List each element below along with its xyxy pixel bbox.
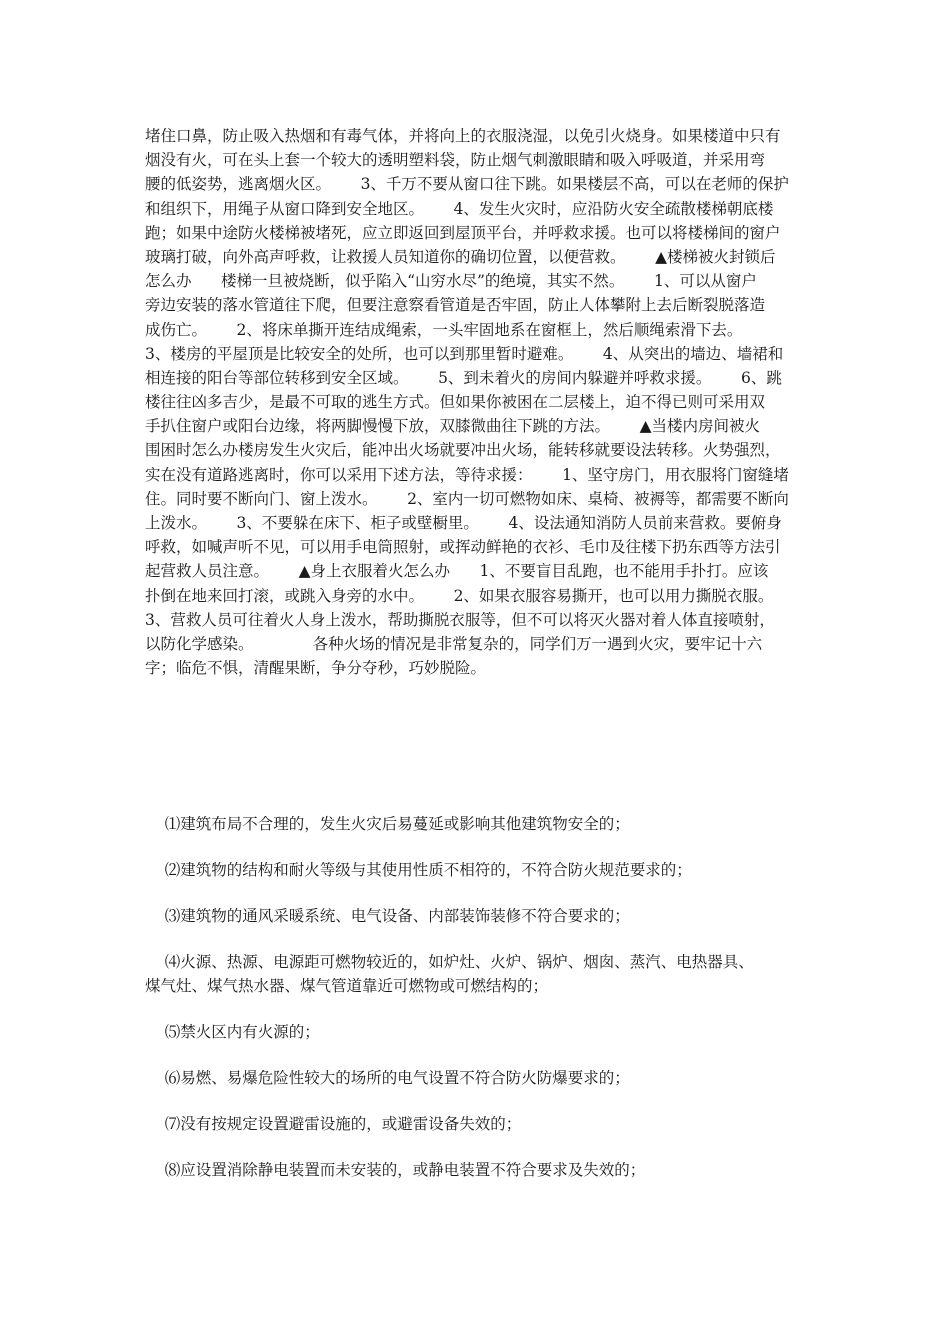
hazard-item-text: ⑹易燃、易爆危险性较大的场所的电气设置不符合防火防爆要求的；	[145, 1069, 630, 1087]
paragraph-line: 楼往往凶多吉少，是最不可取的逃生方式。但如果你被困在二层楼上，迫不得已则可采用双	[145, 393, 766, 412]
paragraph-line: 玻璃打破，向外高声呼救，让救援人员知道你的确切位置，以便营救。 ▲楼梯被火封锁后	[145, 247, 776, 266]
paragraph-line: 烟没有火，可在头上套一个较大的透明塑料袋，防止烟气刺激眼睛和吸入呼吸道，并采用弯	[145, 151, 766, 170]
hazard-list-item	[145, 1066, 810, 1090]
paragraph-line: 和组织下，用绳子从窗口降到安全地区。 4、发生火灾时，应沿防火安全疏散楼梯朝底楼	[145, 199, 774, 218]
paragraph-line: 起营救人员注意。 ▲身上衣服着火怎么办 1、不要盲目乱跑，也不能用手扑打。应该	[145, 562, 769, 581]
fire-escape-paragraph	[145, 124, 810, 680]
fire-hazard-list	[145, 812, 810, 1204]
hazard-list-item	[145, 1020, 810, 1044]
hazard-item-text: ⑷火源、热源、电源距可燃物较近的，如炉灶、火炉、锅炉、烟囱、蒸汽、电热器具、	[145, 953, 754, 971]
paragraph-line: 堵住口鼻，防止吸入热烟和有毒气体，并将向上的衣服浇湿，以免引火烧身。如果楼道中只有	[145, 127, 781, 145]
hazard-list-item	[145, 858, 810, 882]
hazard-list-item	[145, 950, 810, 998]
hazard-item-text: ⑴建筑布局不合理的，发生火灾后易蔓延或影响其他建筑物安全的；	[145, 815, 630, 833]
paragraph-line: 腰的低姿势，逃离烟火区。 3、千万不要从窗口往下跳。如果楼层不高，可以在老师的保护	[145, 175, 789, 194]
paragraph-line: 成伤亡。 2、将床单撕开连结成绳索，一头牢固地系在窗框上，然后顺绳索滑下去。	[145, 320, 743, 339]
paragraph-line: 相连接的阳台等部位转移到安全区域。 5、到未着火的房间内躲避并呼救求援。 6、跳	[145, 368, 782, 387]
hazard-list-item	[145, 1112, 810, 1136]
hazard-item-text: ⑵建筑物的结构和耐火等级与其使用性质不相符的，不符合防火规范要求的；	[145, 861, 692, 879]
paragraph-line: 扑倒在地来回打滚，或跳入身旁的水中。 2、如果衣服容易撕开，也可以用力撕脱衣服。	[145, 586, 774, 605]
hazard-list-item	[145, 904, 810, 928]
hazard-item-text: ⑶建筑物的通风采暖系统、电气设备、内部装饰装修不符合要求的；	[145, 907, 630, 925]
paragraph-line: 实在没有道路逃离时，你可以采用下述方法，等待求援： 1、坚守房门，用衣服将门窗缝堵	[145, 465, 789, 484]
paragraph-line: 围困时怎么办楼房发生火灾后，能冲出火场就要冲出火场，能转移就要设法转移。火势强烈，	[145, 441, 781, 460]
hazard-list-item	[145, 812, 810, 836]
paragraph-line: 住。同时要不断向门、窗上泼水。 2、室内一切可燃物如床、桌椅、被褥等，都需要不断向	[145, 489, 789, 508]
hazard-item-text-continued: 煤气灶、煤气热水器、煤气管道靠近可燃物或可燃结构的；	[145, 977, 549, 995]
paragraph-line: 旁边安装的落水管道往下爬，但要注意察看管道是否牢固，防止人体攀附上去后断裂脱落造	[145, 296, 766, 315]
paragraph-line: 上泼水。 3、不要躲在床下、柜子或壁橱里。 4、设法通知消防人员前来营救。要俯身	[145, 514, 782, 532]
paragraph-line: 3、营救人员可往着火人身上泼水，帮助撕脱衣服等，但不可以将灭火器对着人体直接喷射，	[145, 610, 775, 629]
hazard-item-text: ⑺没有按规定设置避雷设施的，或避雷设备失效的；	[145, 1115, 522, 1133]
paragraph-line: 跑；如果中途防火楼梯被堵死，应立即返回到屋顶平台，并呼救求援。也可以将楼梯间的窗户	[145, 223, 781, 242]
hazard-item-text: ⑻应设置消除静电装置而未安装的，或静电装置不符合要求及失效的；	[145, 1161, 646, 1179]
paragraph-line: 手扒住窗户或阳台边缘，将两脚慢慢下放，双膝微曲往下跳的方法。 ▲当楼内房间被火	[145, 417, 760, 436]
hazard-item-text: ⑸禁火区内有火源的；	[145, 1023, 320, 1041]
paragraph-line: 3、楼房的平屋顶是比较安全的处所，也可以到那里暂时避难。 4、从突出的墙边、墙裙和	[145, 344, 784, 363]
paragraph-line: 字；临危不惧，清醒果断，争分夺秒，巧妙脱险。	[145, 659, 487, 678]
paragraph-line: 呼救，如喊声听不见，可以用手电筒照射，或挥动鲜艳的衣衫、毛巾及往楼下扔东西等方法引	[145, 538, 781, 557]
hazard-list-item	[145, 1158, 810, 1182]
paragraph-line: 怎么办 楼梯一旦被烧断，似乎陷入“山穷水尽”的绝境，其实不然。 1、可以从窗户	[145, 272, 757, 291]
paragraph-line: 以防化学感染。 各种火场的情况是非常复杂的，同学们万一遇到火灾，要牢记十六	[145, 634, 763, 653]
